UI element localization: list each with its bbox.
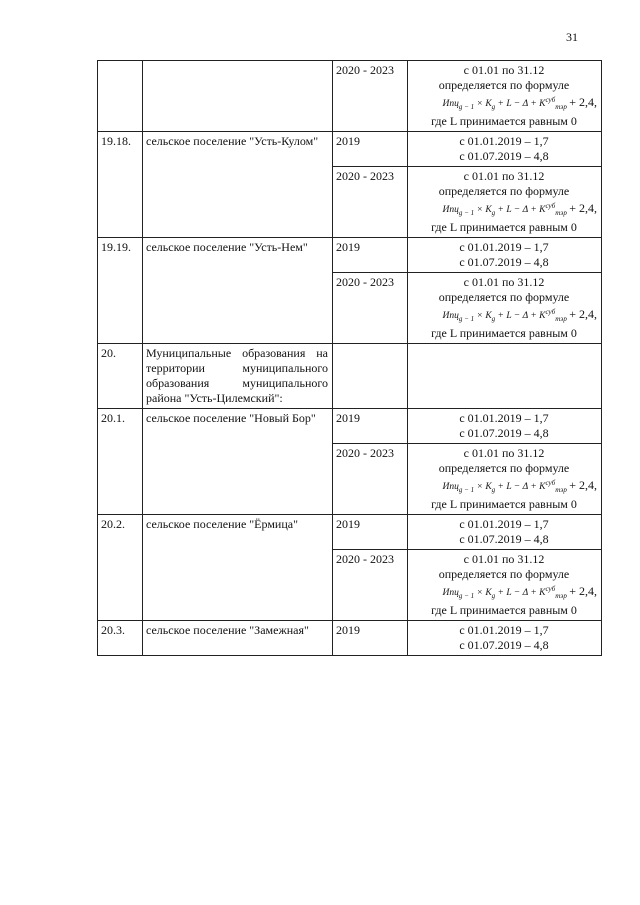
settlement-name (143, 61, 333, 132)
value-line: определяется по формуле (438, 78, 570, 92)
value-line: с 01.07.2019 – 4,8 (459, 532, 549, 547)
value-cell (408, 621, 602, 656)
period-cell: 2020 - 2023 (333, 550, 408, 621)
value-cell (408, 409, 602, 444)
table-row (98, 621, 602, 656)
value-line: с 01.01 по 31.12 (463, 169, 545, 184)
period-cell: 2020 - 2023 (333, 61, 408, 132)
period-cell: 2019 (333, 621, 408, 656)
value-cell (408, 273, 602, 344)
formula: $Ипц_{g - 1} \times K_g + L - \Delta + K^{суб}_{тэр} + 2,4$, (442, 95, 597, 112)
period-cell: 2020 - 2023 (333, 444, 408, 515)
row-number: 19.18. (98, 132, 143, 238)
row-number: 20. (98, 344, 143, 409)
period-cell: 2019 (333, 238, 408, 273)
value-line: с 01.07.2019 – 4,8 (459, 426, 549, 441)
period-cell: 2019 (333, 515, 408, 550)
value-cell (408, 515, 602, 550)
settlement-name: сельское поселение "Ёрмица" (143, 515, 333, 621)
value-line: с 01.07.2019 – 4,8 (459, 638, 549, 653)
value-line: где L принимается равным 0 (431, 114, 577, 129)
value-cell (408, 238, 602, 273)
table-row (98, 344, 602, 409)
value-line: где L принимается равным 0 (431, 603, 577, 618)
value-line: где L принимается равным 0 (431, 326, 577, 341)
table-row (98, 409, 602, 444)
formula: $Ипц_{g - 1} \times K_g + L - \Delta + K^{суб}_{тэр} + 2,4$, (442, 584, 597, 601)
formula: $Ипц_{g - 1} \times K_g + L - \Delta + K^{суб}_{тэр} + 2,4$, (442, 307, 597, 324)
value-cell (408, 132, 602, 167)
value-line: с 01.01.2019 – 1,7 (459, 240, 549, 255)
value-line: с 01.07.2019 – 4,8 (459, 255, 549, 270)
row-number: 20.2. (98, 515, 143, 621)
table-row (98, 515, 602, 550)
settlement-name: сельское поселение "Новый Бор" (143, 409, 333, 515)
tariff-table (97, 60, 602, 656)
period-cell: 2019 (333, 132, 408, 167)
period-cell (333, 344, 408, 409)
settlement-name: сельское поселение "Усть-Кулом" (143, 132, 333, 238)
value-cell (408, 344, 602, 409)
settlement-name: Муниципальные образования на территории муниципального образования муниципального района "Усть-Цилемский": (143, 344, 333, 409)
value-line: определяется по формуле (438, 567, 570, 582)
period-cell: 2019 (333, 409, 408, 444)
settlement-name: сельское поселение "Замежная" (143, 621, 333, 656)
table-row (98, 61, 602, 132)
formula: $Ипц_{g - 1} \times K_g + L - \Delta + K^{суб}_{тэр} + 2,4$, (442, 478, 597, 495)
row-number: 19.19. (98, 238, 143, 344)
value-line: с 01.01.2019 – 1,7 (459, 411, 549, 426)
value-cell (408, 550, 602, 621)
table-row (98, 132, 602, 167)
value-line: где L принимается равным 0 (431, 220, 577, 235)
value-line: где L принимается равным 0 (431, 497, 577, 512)
formula: $Ипц_{g - 1} \times K_g + L - \Delta + K^{суб}_{тэр} + 2,4$, (442, 201, 597, 218)
value-line: с 01.07.2019 – 4,8 (459, 149, 549, 164)
value-cell (408, 167, 602, 238)
period-cell: 2020 - 2023 (333, 167, 408, 238)
row-number: 20.1. (98, 409, 143, 515)
value-line: с 01.01.2019 – 1,7 (459, 623, 549, 638)
value-line: с 01.01.2019 – 1,7 (459, 517, 549, 532)
value-line: с 01.01 по 31.12 (463, 446, 545, 461)
value-line: с 01.01 по 31.12 (463, 275, 545, 290)
row-number (98, 61, 143, 132)
page-number: 31 (566, 30, 578, 44)
value-cell (408, 61, 602, 132)
value-line: определяется по формуле (438, 461, 570, 476)
value-line: с 01.01 по 31.12 (463, 552, 545, 567)
value-line: определяется по формуле (438, 290, 570, 305)
period-cell: 2020 - 2023 (333, 273, 408, 344)
row-number: 20.3. (98, 621, 143, 656)
value-cell (408, 444, 602, 515)
value-line: с 01.01 по 31.12 (463, 63, 545, 77)
value-line: определяется по формуле (438, 184, 570, 199)
settlement-name: сельское поселение "Усть-Нем" (143, 238, 333, 344)
value-line: с 01.01.2019 – 1,7 (459, 134, 549, 149)
table-row (98, 238, 602, 273)
